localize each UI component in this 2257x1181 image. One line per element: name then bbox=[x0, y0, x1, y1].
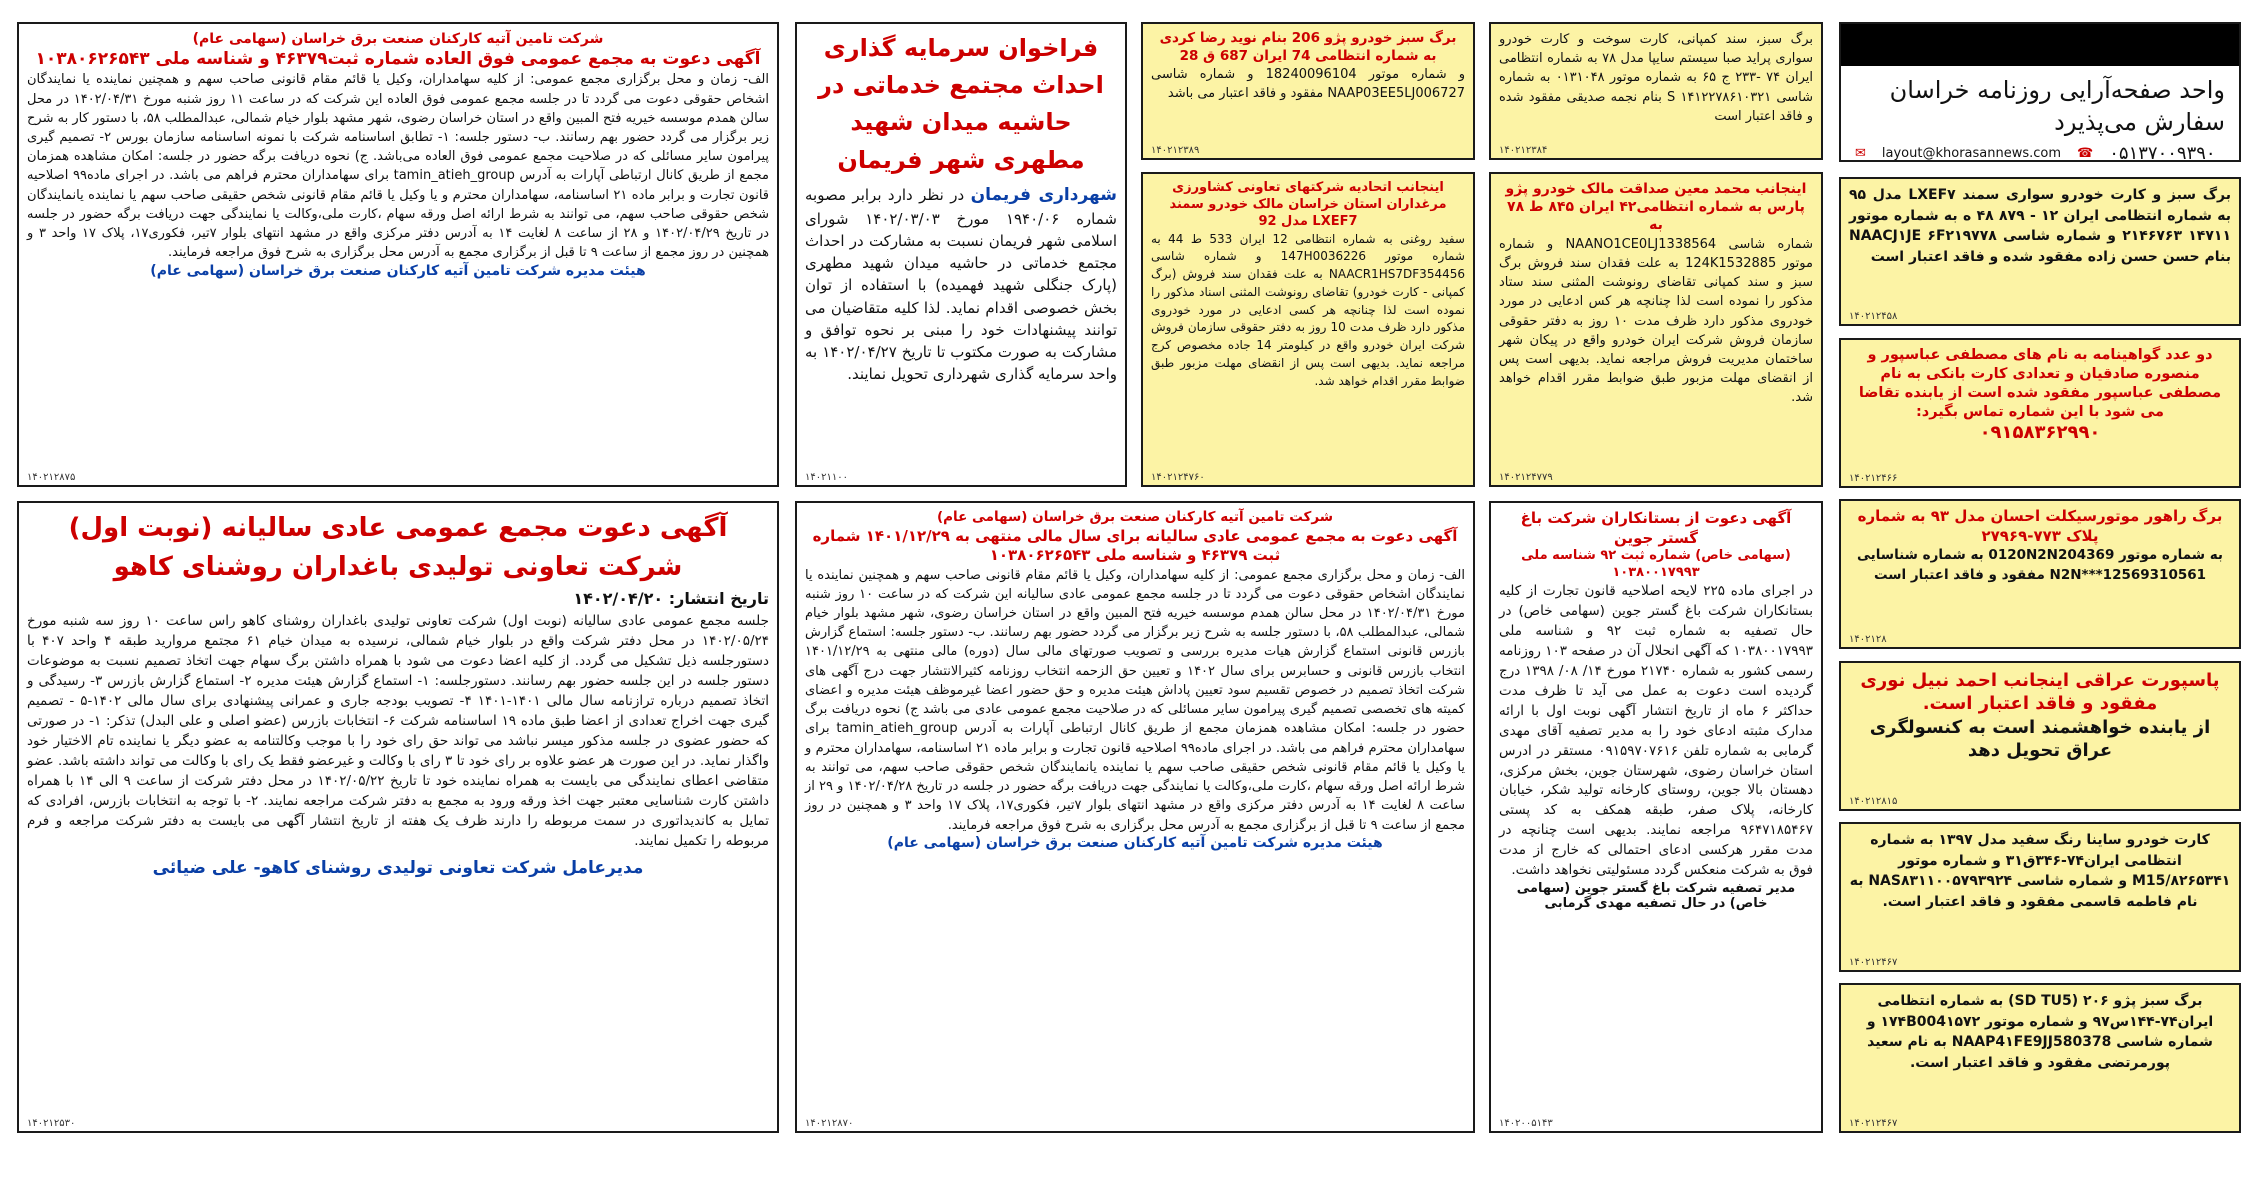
ad-text: الف- زمان و محل برگزاری مجمع عمومی: از کلیه سهامداران، وکیل یا قائم مقام قانونی صاحب سهم و همچنین نماینده یا نمایندگان اشخاص حقوقی دعوت می گردد تا در جلسه مجمع عمومی عادی سالیانه این شرکت که در ساعت ۱۰ روز شنبه مورخ ۱۴۰۲/۰۴/۳۱ در محل سالن همدم موسسه خیریه فتح المبین واقع در استان خراسان رضوی، شهر مشهد بلوار خیام شمالی، عبدالمطلب ۵۸، با دستور جلسه به شرح زیر برگزار می گردد حضور بهم رسانند. ب- دستور جلسه: استماع گزارش بازرس قانونی استماع گزارش هیات مدیره بررسی و تصویب صورتهای مالی سال (دوره) مالی منتهی به ۱۴۰۱/۱۲/۲۹ انتخاب بازرس قانونی و حسابرس برای سال ۱۴۰۲ و تعیین حق الزحمه انتخاب روزنامه کثیرالانتشار جهت درج آگهی های شرکت اتخاذ تصمیم در خصوص تقسیم سود تعیین پاداش هیئت مدیره و حق حضور اعضا غیرموظف هیئت مدیره و اعضای کمیته های تخصصی تصمیم گیری پیرامون سایر مسائلی که در صلاحیت مجمع عمومی عادی می باشد ج) نحوه دریافت برگ حضور در جلسه: امکان مشاهده همزمان مجمع از طریق کانال ارتباطی آپارات به آدرس tamin_atieh_group برای سهامداران محترم فراهم می باشد. در اجرای ماده۹۹ اصلاحیه قانون تجارت و برابر ماده ۲۱ اساسنامه، سهامداران محترم و یا وکیل یا قائم مقام قانونی شخص حقیقی صاحب سهم یا نماینده یانمایندگان شخص حقوقی صاحب سهم، می توانند به شرط ارائه اصل ورقه سهام ،کارت ملی،وکالت یا نمایندگی جهت دریافت برگه حضور در جلسه در تاریخ ۱۴۰۲/۰۴/۲۸ و ۲۹ از ساعت ۸ لغایت ۱۴ به آدرس دفتر مرکزی واقع در مشهد انتهای بلوار ۷تیر، فکوری۱۷، پلاک ۱۷ واحد ۳ و همچنین در روز مجمع از ساعت ۹ تا قبل از برگزاری مجمع به آدرس محل برگزاری به شرح فوق مراجعه فرمایند. bbox=[805, 567, 1466, 833]
ad-title: برگ سبز خودرو پژو 206 بنام نوید رضا کردی به شماره انتظامی 74 ایران 687 ق 28 bbox=[1159, 30, 1457, 64]
ad-text: برگ سبز پژو ۲۰۶ (SD TU5) به شماره انتظامی ایران۷۴-۱۴۴س۹۷ و شماره موتور ۱۷۴B004۱۵۷۲ و شماره شاسی NAAP4۱FE9JJ580378 به نام سعید پورمرتضی مفقود و فاقد اعتبار است. bbox=[1866, 993, 2214, 1072]
ad-barq-extraordinary bbox=[17, 22, 779, 487]
ad-text: به شماره موتور 0120N2N204369 به شماره شناسایی N2N***12569310561 مفقود و فاقد اعتبار است bbox=[1857, 547, 2223, 583]
header-phone: ۰۵۱۳۷۰۰۹۳۹۰ bbox=[2109, 142, 2216, 162]
header-email: layout@khorasannews.com bbox=[1881, 145, 2062, 161]
ad-code: ۱۴۰۲۱۲۴۷۷۹ bbox=[1499, 472, 1553, 483]
ad-text: شماره شاسی NAANO1CE0LJ1338564 و شماره موتور 124K1532885 به علت فقدان سند فروش برگ سبز و سند کمپانی تقاضای رونوشت المثنی سند ستاد مذکور را نموده است لذا چنانچه هر کس ادعایی در مورد خودروی مذکور دارد ظرف مدت ۱۰ روز به دفتر حقوقی سازمان فروش شرکت ایران خودرو واقع در پیکان شهر ساختمان مدیریت فروش مراجعه نماید. بدیهی است پس از انقضای مهلت مزبور طبق ضوابط مقرر اقدام خواهد شد. bbox=[1499, 236, 1813, 406]
header-black-bar bbox=[1841, 24, 2239, 66]
ad-code: ۱۴۰۲۱۲۴۶۶ bbox=[1849, 473, 1898, 484]
ad-head: شرکت تامین آتیه کارکنان صنعت برق خراسان (سهامی عام) bbox=[936, 509, 1334, 525]
ad-title: برگ راهور موتورسیکلت احسان مدل ۹۳ به شماره پلاک ۷۷۳-۲۷۹۶۹ bbox=[1857, 507, 2223, 545]
ad-text: سفید روغنی به شماره انتظامی 12 ایران 533 ط 44 به شماره موتور 147H0036226 و شماره شاسی NAACR1HS7DF354456 به علت فقدان سند فروش (برگ کمپانی - کارت خودرو) تقاضای رونوشت المثنی اسناد مذکور را نموده است لذا چنانچه هر کسی ادعایی در مورد خودروی مذکور دارد ظرف مدت 10 روز به دفتر حقوقی سازمان فروش شرکت ایران خودرو واقع در کیلومتر 14 جاده مخصوص کرج مراجعه نماید. بدیهی است پس از انقضای مهلت مزبور طبق ضوابط مقرر اقدام خواهد شد. bbox=[1151, 231, 1465, 388]
ad-text: الف- زمان و محل برگزاری مجمع عمومی: از کلیه سهامداران، وکیل یا قائم مقام قانونی صاحب سهم و همچنین نماینده یا نمایندگان اشخاص حقوقی دعوت می گردد تا در جلسه مجمع عمومی فوق العاده این شرکت که در ساعت ۱۱ روز شنبه مورخ ۱۴۰۲/۰۴/۳۱ در محل سالن همدم موسسه خیریه فتح المبین واقع در استان خراسان رضوی، شهر مشهد بلوار خیام شمالی، عبدالمطلب ۵۸، با دستور کار به شرح زیر برگزار می گردد حضور بهم رسانند. ب- دستور جلسه: ۱- تطابق اساسنامه شرکت با نمونه اساسنامه سازمان بورس ۲- تصمیم گیری پیرامون سایر مسائلی که در صلاحیت مجمع عمومی فوق العاده می‌باشد. ج) نحوه دریافت برگه حضور در جلسه: امکان مشاهده همزمان مجمع از طریق کانال ارتباطی آپارات به آدرس tamin_atieh_group برای سهامداران محترم فراهم می باشد. در اجرای ماده۹۹ اصلاحیه قانون تجارت و برابر ماده ۲۱ اساسنامه، سهامداران محترم و یا وکیل یا قائم مقام قانونی شخص حقیقی صاحب سهم یا نماینده یانمایندگان شخص حقوقی صاحب سهم، می توانند به شرط ارائه اصل ورقه سهام ،کارت ملی،وکالت یا نمایندگی جهت دریافت برگه حضور در جلسه در تاریخ ۱۴۰۲/۰۴/۲۹ و ۲۸ از ساعت ۸ لغایت ۱۴ به آدرس دفتر مرکزی واقع در مشهد انتهای بلوار ۷تیر، فکوری۱۷، پلاک ۱۷ واحد ۳ و همچنین در روز مجمع از ساعت ۹ تا قبل از برگزاری مجمع به آدرس محل برگزاری به شرح فوق مراجعه فرمایند. bbox=[27, 72, 770, 261]
email-icon: ✉ bbox=[1855, 145, 1866, 161]
ad-title: آگهی دعوت مجمع عمومی عادی سالیانه (نوبت اول) شرکت تعاونی تولیدی باغداران روشنای کاهو bbox=[68, 513, 728, 582]
ad-bastankaran bbox=[1489, 501, 1823, 1133]
ad-code: ۱۴۰۲۱۲۴۷۶۰ bbox=[1151, 472, 1205, 483]
ad-kahoo bbox=[17, 501, 779, 1133]
ad-title: آگهی دعوت از بستانکاران شرکت باغ گستر جوین bbox=[1520, 509, 1792, 547]
phone-icon: ☎ bbox=[2077, 145, 2094, 161]
ad-sub: (سهامی خاص) شماره ثبت ۹۲ شناسه ملی ۱۰۳۸۰۰۱۷۹۹۳ bbox=[1521, 548, 1791, 580]
ad-licenses bbox=[1839, 338, 2241, 488]
ad-text: در اجرای ماده ۲۲۵ لایحه اصلاحیه قانون تجارت از کلیه بستانکاران شرکت باغ گستر جوین (سهامی خاص) در حال تصفیه به شماره ثبت ۹۲ و شناسه ملی ۱۰۳۸۰۰۱۷۹۹۳ که آگهی انحلال آن در صفحه ۱۰۳ روزنامه رسمی کشور به شماره ۲۱۷۴۰ مورخ ۱۴/ ۰۸/ ۱۳۹۸ درج گردیده است دعوت به عمل می آید تا ظرف مدت حداکثر ۶ ماه از تاریخ انتشار آگهی نوبت اول با ارائه مدارک مثبته ادعای خود را به مدیر تصفیه آقای مهدی گرمابی به شماره تلفن ۰۹۱۵۹۷۰۷۶۱۶ مستقر در ادرس استان خراسان رضوی، شهرستان جوین، بخش مرکزی، دهستان بالا جوین، روستای کارخانه تولید شکر، خیابان کارخانه، پلاک صفر، طبقه همکف به کد پستی ۹۶۴۷۱۸۵۴۶۷ مراجعه نمایند. بدیهی است چنانچه در مدت مقرر هرکسی ادعای احتمالی که خارج از مدت فوق به شرکت منعکس گردد مسئولیتی نخواهد داشت. bbox=[1499, 582, 1814, 879]
ad-text: دو عدد گواهینامه به نام های مصطفی عباسپور و منصوره صادقیان و تعدادی کارت بانکی به نام مصطفی عباسپور مفقود شده است از یابنده تقاضا می شود با این شماره تماس بگیرد: bbox=[1858, 347, 2222, 420]
ad-code: ۱۴۰۲۰۰۵۱۴۳ bbox=[1499, 1118, 1553, 1129]
ad-faraakhan bbox=[795, 22, 1127, 487]
ad-text: جلسه مجمع عمومی عادی سالیانه (نوبت اول) شرکت تعاونی تولیدی باغداران روشنای کاهو راس ساعت ۱۰ روز سه شنبه مورخ ۱۴۰۲/۰۵/۲۴ در محل دفتر شرکت واقع در بلوار خیام شمالی، نرسیده به میدان خیام ۶۱ مجتمع مروارید طبقه ۴ واحد ۴۰۷ با دستورجلسه ذیل تشکیل می گردد. از کلیه اعضا دعوت می شود با همراه داشتن برگ سهام جهت اتخاذ تصمیم نسبت به موضوعات دستور جلسه در این جلسه حضور بهم رسانند. دستورجلسه: ۱- استماع گزارش هیئت مدیره ۲- استماع گزارش بازرس ۳- رسیدگی و اتخاذ تصمیم درباره ترازنامه سال مالی ۱۴۰۱-۱۴۰۱ ۴- تصویب بودجه جاری و عمرانی پیشنهادی برای سال مالی ۱۴۰۲-۵ - تصمیم گیری جهت اخراج تعدادی از اعضا طبق ماده ۱۹ اساسنامه شرکت ۶- انتخابات بازرس (عضو اصلی و علی البدل) تذکر: ۱- در صورتی که حضور عضوی در جلسه مذکور میسر نباشد می تواند حق رای خود را با موجب وکالتنامه به عضو دیگر یا نماینده تام الاختیار خود واگذار نماید. در این صورت هر عضو علاوه بر رای خود تا ۳ رای با وکالت و غیرعضو فقط یک رای با وکالت می تواند داشته باشد. عضو متقاضی اعطای نمایندگی می بایست به همراه نماینده خود تا تاریخ ۱۴۰۲/۰۵/۲۲ در محل دفتر شرکت از ساعت ۹ الی ۱۴ با همراه داشتن کارت شناسایی معتبر جهت اخذ ورقه ورود به مجمع به دفتر شرکت مراجعه نمایند. ۲- با توجه به انتخابات بازرس، افرادی که تمایل به کاندیداتوری در سمت مربوطه را دارند ظرف یک هفته از تاریخ انتشار آگهی می بایست به دفتر شرکت مراجعه و فرم مربوطه را تکمیل نمایند. bbox=[27, 613, 770, 849]
ad-code: ۱۴۰۲۱۱۰۰ bbox=[805, 472, 848, 483]
ad-text: برگ سبز، سند کمپانی، کارت سوخت و کارت خودرو سواری پراید صبا سیستم سایپا مدل ۷۸ به شماره انتظامی ایران ۷۴ -۲۳۳ ج ۶۵ به شماره موتور ۰۱۳۱۰۴۸ به شماره شاسی ۱۴۱۲۲۷۸۶۱۰۳۲۱ S بنام نجمه صدیقی مفقود شده و فاقد اعتبار است bbox=[1499, 32, 1814, 124]
ad-code: ۱۴۰۲۱۲۳۸۹ bbox=[1151, 145, 1200, 156]
ad-date: تاریخ انتشار: ۱۴۰۲/۰۴/۲۰ bbox=[573, 589, 769, 608]
ad-code: ۱۴۰۲۱۲۳۸۴ bbox=[1499, 145, 1548, 156]
ad-title: پاسپورت عراقی اینجانب احمد نبیل نوری مفقود و فاقد اعتبار است. bbox=[1860, 670, 2220, 715]
ad-ettehadiyeh bbox=[1141, 172, 1475, 487]
ad-title: اینجانب اتحادیه شرکتهای تعاونی کشاورزی مرغداران استان خراسان مالک خودرو سمند LXEF7 مدل 92 bbox=[1169, 180, 1447, 229]
ad-samand-green bbox=[1839, 177, 2241, 326]
ad-title: آگهی دعوت به مجمع عمومی فوق العاده شماره ثبت۴۶۳۷۹ و شناسه ملی ۱۰۳۸۰۶۲۶۵۴۳ bbox=[35, 49, 761, 70]
ad-head: شرکت تامین آتیه کارکنان صنعت برق خراسان (سهامی عام) bbox=[192, 31, 604, 47]
ad-signature: مدیر تصفیه شرکت باغ گستر جوین (سهامی خاص) در حال تصفیه مهدی گرمابی bbox=[1516, 881, 1796, 912]
ad-signature: هیئت مدیره شرکت تامین آتیه کارکنان صنعت برق خراسان (سهامی عام) bbox=[887, 834, 1383, 851]
ad-code: ۱۴۰۲۱۲۴۶۷ bbox=[1849, 1118, 1898, 1129]
ad-barq-annual bbox=[795, 501, 1475, 1133]
ad-passport bbox=[1839, 661, 2241, 811]
header-title: واحد صفحه‌آرایی روزنامه خراسان سفارش می‌پذیرد bbox=[1889, 76, 2225, 137]
ad-motorcycle bbox=[1839, 499, 2241, 649]
ad-text: برگ سبز و کارت خودرو سواری سمند LXEF۷ مدل ۹۵ به شماره انتظامی ایران ۱۲ - ۸۷۹ ۴۸ ه به شماره موتور ۱۴۷۱۱ ۲۱۴۶۷۶۳ و شماره شاسی NAACJ۱JE ۶F۲۱۹۷۷۸ بنام حسن حسن زاده مفقود شده و فاقد اعتبار است bbox=[1849, 187, 2232, 266]
ad-signature: هیئت مدیره شرکت تامین آتیه کارکنان صنعت برق خراسان (سهامی عام) bbox=[150, 262, 646, 279]
ad-text: در نظر دارد برابر مصوبه شماره ۱۹۴۰/۰۶ مورخ ۱۴۰۲/۰۳/۰۳ شورای اسلامی شهر فریمان نسبت به مشارکت در احداث مجتمع خدماتی در حاشیه میدان شهید مطهری (پارک جنگلی شهید فهمیده) با استفاده از توان بخش خصوصی اقدام نماید. لذا کلیه متقاضیان می توانند پیشنهادات خود را مبنی بر نحوه توافق و مشارکت به صورت مکتوب تا تاریخ ۱۴۰۲/۰۴/۲۷ به واحد سرمایه گذاری شهرداری تحویل نمایند. bbox=[805, 185, 1117, 384]
ad-saddaghat bbox=[1489, 172, 1823, 487]
ad-lead: شهرداری فریمان bbox=[970, 184, 1117, 205]
ad-pride bbox=[1489, 22, 1823, 160]
ad-title: اینجانب محمد معین صداقت مالک خودرو پژو پارس به شماره انتظامی۴۲ ایران ۸۴۵ ط ۷۸ به bbox=[1505, 181, 1807, 234]
ad-text: کارت خودرو ساینا رنگ سفید مدل ۱۳۹۷ به شماره انتظامی ایران۷۴-۳۴۶ق۳۱ و شماره موتور M15/۸۲۶۵۳۴۱ و شماره شاسی NAS۸۳۱۱۰۰۵۷۹۳۹۲۴ به نام فاطمه قاسمی مفقود و فاقد اعتبار است. bbox=[1849, 832, 2231, 911]
ad-code: ۱۴۰۲۱۲۸۷۰ bbox=[805, 1118, 854, 1129]
ad-code: ۱۴۰۲۱۲۸۷۵ bbox=[27, 472, 76, 483]
header-ad-box bbox=[1839, 22, 2241, 162]
ad-title: فراخوان سرمایه گذاری احداث مجتمع خدماتی در حاشیه میدان شهید مطهری شهر فریمان bbox=[818, 34, 1104, 174]
ad-signature: مدیرعامل شرکت تعاونی تولیدی روشنای کاهو- علی ضیائی bbox=[152, 857, 644, 878]
ad-code: ۱۴۰۲۱۲۵۳۰ bbox=[27, 1118, 76, 1129]
ad-code: ۱۴۰۲۱۲۸۱۵ bbox=[1849, 796, 1898, 807]
ad-peugeot-kordi bbox=[1141, 22, 1475, 160]
ad-code: ۱۴۰۲۱۲۴۵۸ bbox=[1849, 311, 1898, 322]
ad-text: از یابنده خواهشمند است به کنسولگری عراق تحویل دهد bbox=[1869, 716, 2211, 762]
ad-text: و شماره موتور 18240096104 و شماره شاسی NAAP03EE5LJ006727 مفقود و فاقد اعتبار می باشد bbox=[1151, 67, 1465, 102]
ad-saina bbox=[1839, 822, 2241, 972]
ad-code: ۱۴۰۲۱۲۸ bbox=[1849, 634, 1887, 645]
ad-title: آگهی دعوت به مجمع عمومی عادی سالیانه برای سال مالی منتهی به ۱۴۰۱/۱۲/۲۹ شماره ثبت ۴۶۳۷۹ و شناسه ملی ۱۰۳۸۰۶۲۶۵۴۳ bbox=[812, 526, 1458, 565]
ad-peugeot-sd bbox=[1839, 983, 2241, 1133]
ad-phone: ۰۹۱۵۸۳۶۲۹۹۰ bbox=[1979, 422, 2101, 444]
ad-code: ۱۴۰۲۱۲۴۶۷ bbox=[1849, 957, 1898, 968]
